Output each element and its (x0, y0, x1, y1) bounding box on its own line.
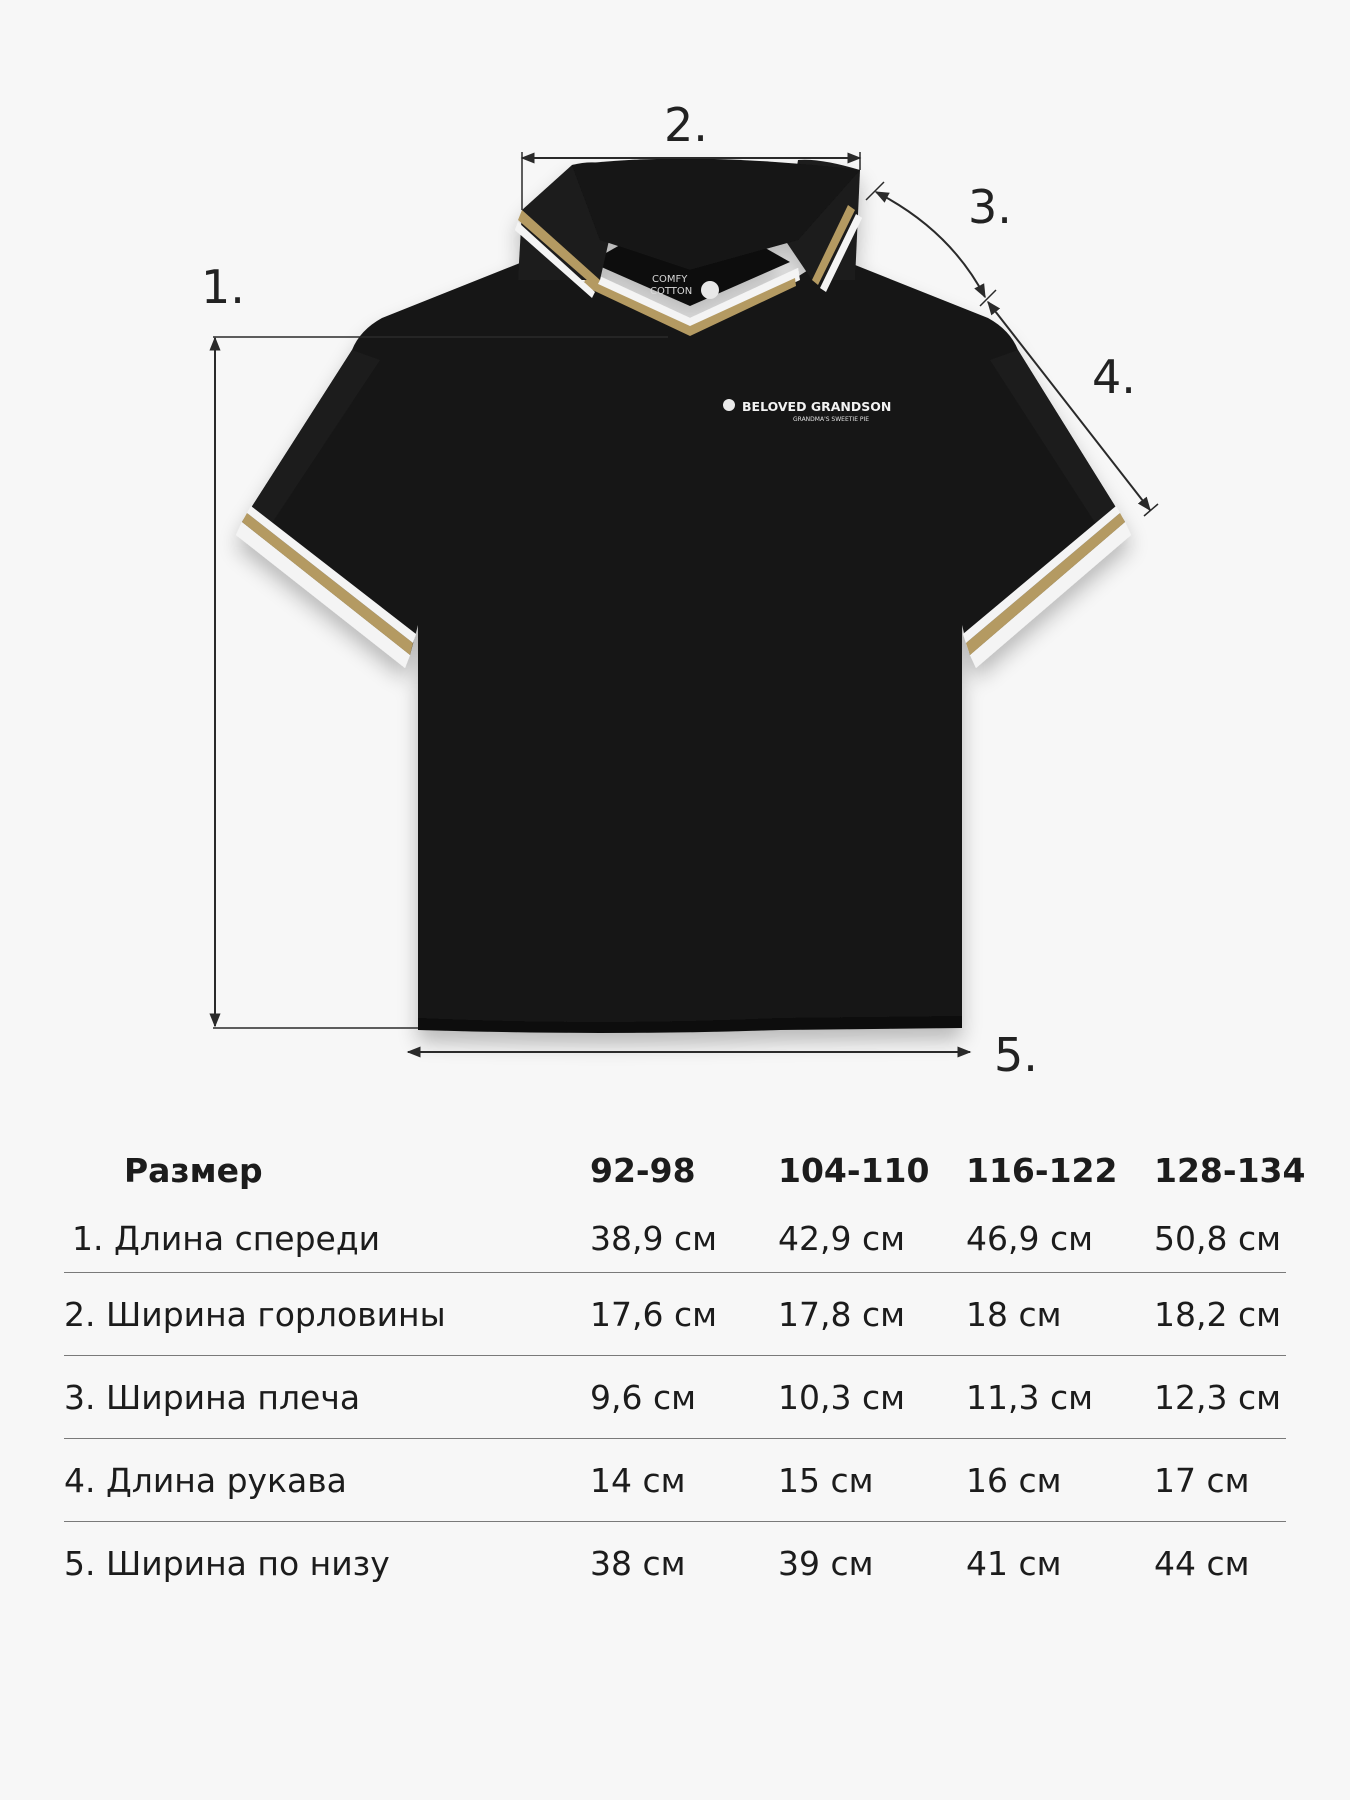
collar-tag-line-2: COTTON (650, 286, 693, 297)
table-row (64, 1204, 1286, 1273)
collar-tag-line-1: COMFY (652, 274, 688, 285)
row-label: 2. Ширина горловины (64, 1273, 590, 1356)
row-label: 5. Ширина по низу (64, 1522, 590, 1605)
dimension-label-4: 4. (1092, 350, 1136, 404)
dimension-label-3: 3. (968, 180, 1012, 234)
table-cell: 39 см (778, 1522, 966, 1605)
table-row (64, 1522, 1286, 1605)
row-label: 4. Длина рукава (64, 1439, 590, 1522)
row-label: 3. Ширина плеча (64, 1356, 590, 1439)
dimension-label-1: 1. (201, 260, 245, 314)
table-cell: 44 см (1154, 1522, 1286, 1605)
header-size-104-110: 104-110 (778, 1150, 930, 1190)
header-size-92-98: 92-98 (590, 1150, 696, 1190)
table-cell: 12,3 см (1154, 1356, 1286, 1439)
table-cell: 42,9 см (778, 1218, 906, 1258)
table-cell: 38,9 см (590, 1218, 718, 1258)
header-size-116-122: 116-122 (966, 1150, 1118, 1190)
size-table-header (64, 1136, 1286, 1204)
size-table (64, 1136, 1306, 1604)
table-cell: 16 см (966, 1439, 1154, 1522)
print-subtitle: GRANDMA'S SWEETIE PIE (793, 416, 870, 423)
table-cell: 18,2 см (1154, 1273, 1286, 1356)
header-size: Размер (124, 1150, 263, 1190)
row-label: 1. Длина спереди (72, 1218, 381, 1258)
print-title: BELOVED GRANDSON (742, 399, 892, 414)
table-cell: 41 см (966, 1522, 1154, 1605)
table-row (64, 1273, 1286, 1356)
table-cell: 17 см (1154, 1439, 1286, 1522)
table-cell: 11,3 см (966, 1356, 1154, 1439)
table-row (64, 1439, 1286, 1522)
table-cell: 9,6 см (590, 1356, 778, 1439)
dimension-label-5: 5. (994, 1028, 1038, 1082)
table-cell: 18 см (966, 1273, 1154, 1356)
table-row (64, 1356, 1286, 1439)
table-cell: 15 см (778, 1439, 966, 1522)
table-cell: 50,8 см (1154, 1218, 1282, 1258)
table-cell: 17,6 см (590, 1273, 778, 1356)
brand-logo-icon (701, 281, 719, 299)
table-cell: 38 см (590, 1522, 778, 1605)
table-cell: 10,3 см (778, 1356, 966, 1439)
print-emblem-icon (723, 399, 735, 411)
table-cell: 17,8 см (778, 1273, 966, 1356)
header-size-128-134: 128-134 (1154, 1150, 1306, 1190)
table-cell: 46,9 см (966, 1218, 1094, 1258)
dimension-label-2: 2. (664, 98, 708, 152)
table-cell: 14 см (590, 1439, 778, 1522)
